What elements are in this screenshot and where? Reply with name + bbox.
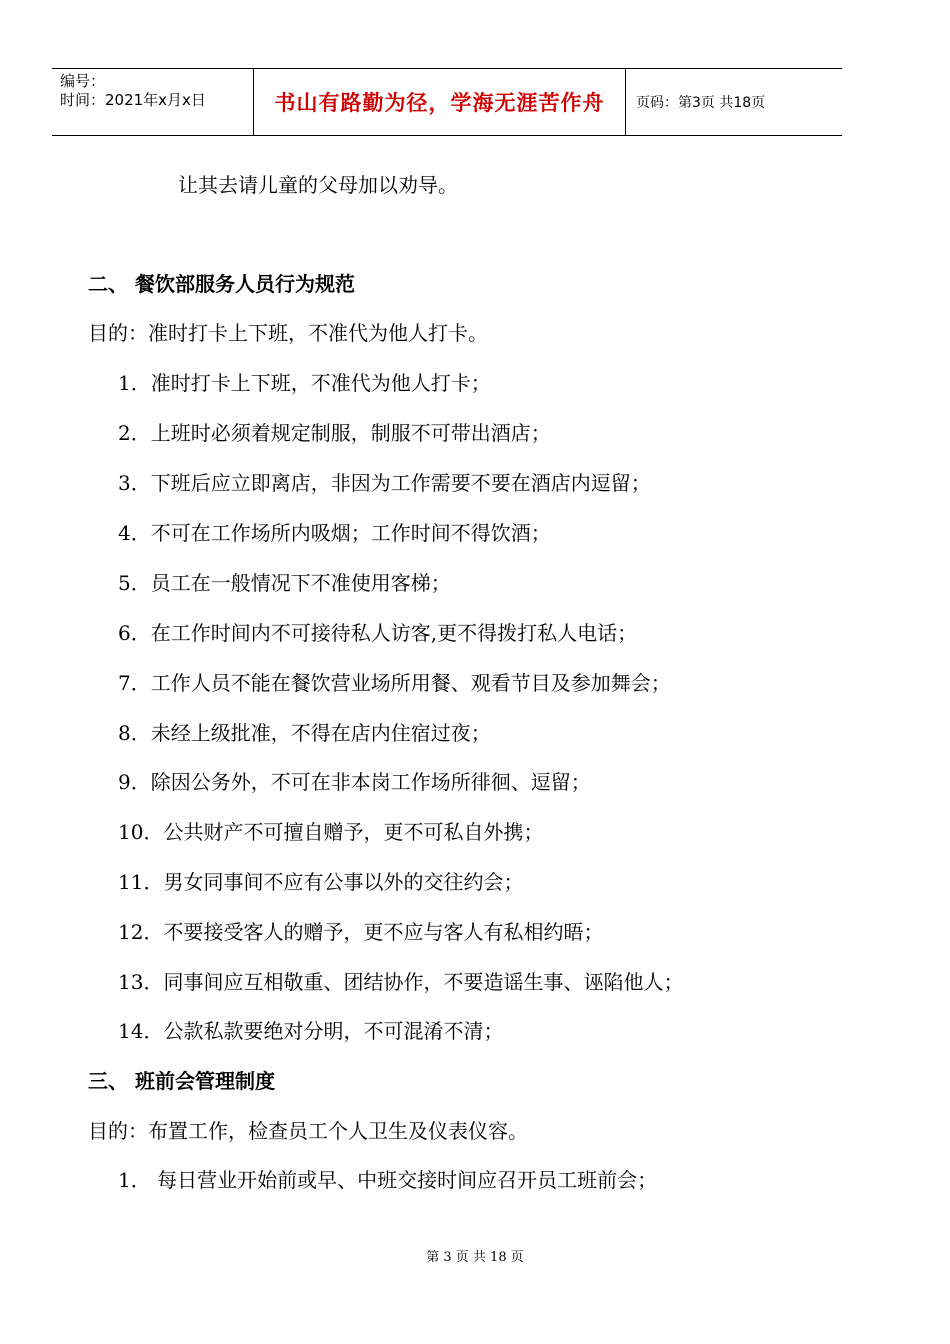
section-3-purpose: 目的：布置工作，检查员工个人卫生及仪表仪容。 (88, 1119, 528, 1143)
section-2-heading: 二、 餐饮部服务人员行为规范 (88, 272, 355, 296)
header-page-info: 页码：第3页 共18页 (636, 95, 766, 111)
section-2-purpose: 目的：准时打卡上下班，不准代为他人打卡。 (88, 321, 488, 345)
document-number-label: 编号： (60, 72, 106, 90)
section-2-item: 4．不可在工作场所内吸烟；工作时间不得饮酒； (118, 521, 551, 545)
continuation-text: 让其去请儿童的父母加以劝导。 (178, 173, 458, 197)
section-2-item: 12．不要接受客人的赠予，更不应与客人有私相约晤； (118, 920, 604, 944)
header-meta (52, 69, 254, 135)
section-2-item: 13．同事间应互相敬重、团结协作，不要造谣生事、诬陷他人； (118, 970, 684, 994)
section-2-item: 2．上班时必须着规定制服，制服不可带出酒店； (118, 421, 551, 445)
section-2-item: 5．员工在一般情况下不准使用客梯； (118, 571, 451, 595)
section-2-item: 9．除因公务外，不可在非本岗工作场所徘徊、逗留； (118, 770, 591, 794)
section-2-item: 3．下班后应立即离店，非因为工作需要不要在酒店内逗留； (118, 471, 651, 495)
page-header (52, 68, 842, 136)
header-page-info-cell (626, 69, 842, 135)
section-2-item: 1．准时打卡上下班，不准代为他人打卡； (118, 371, 491, 395)
section-3-item: 1． 每日营业开始前或早、中班交接时间应召开员工班前会； (118, 1168, 658, 1192)
section-2-item: 14．公款私款要绝对分明，不可混淆不清； (118, 1019, 504, 1043)
document-date: 时间：2021年x月x日 (60, 91, 206, 109)
header-motto: 书山有路勤为径，学海无涯苦作舟 (274, 91, 605, 115)
section-3-heading: 三、 班前会管理制度 (88, 1069, 275, 1093)
section-2-item: 6．在工作时间内不可接待私人访客,更不得拨打私人电话； (118, 621, 638, 645)
section-2-item: 8．未经上级批准，不得在店内住宿过夜； (118, 721, 491, 745)
section-2-item: 7．工作人员不能在餐饮营业场所用餐、观看节目及参加舞会； (118, 671, 671, 695)
section-2-item: 10．公共财产不可擅自赠予，更不可私自外携； (118, 820, 544, 844)
section-2-item: 11．男女同事间不应有公事以外的交往约会； (118, 870, 524, 894)
header-motto-cell (254, 69, 626, 135)
page-footer: 第 3 页 共 18 页 (426, 1250, 524, 1265)
